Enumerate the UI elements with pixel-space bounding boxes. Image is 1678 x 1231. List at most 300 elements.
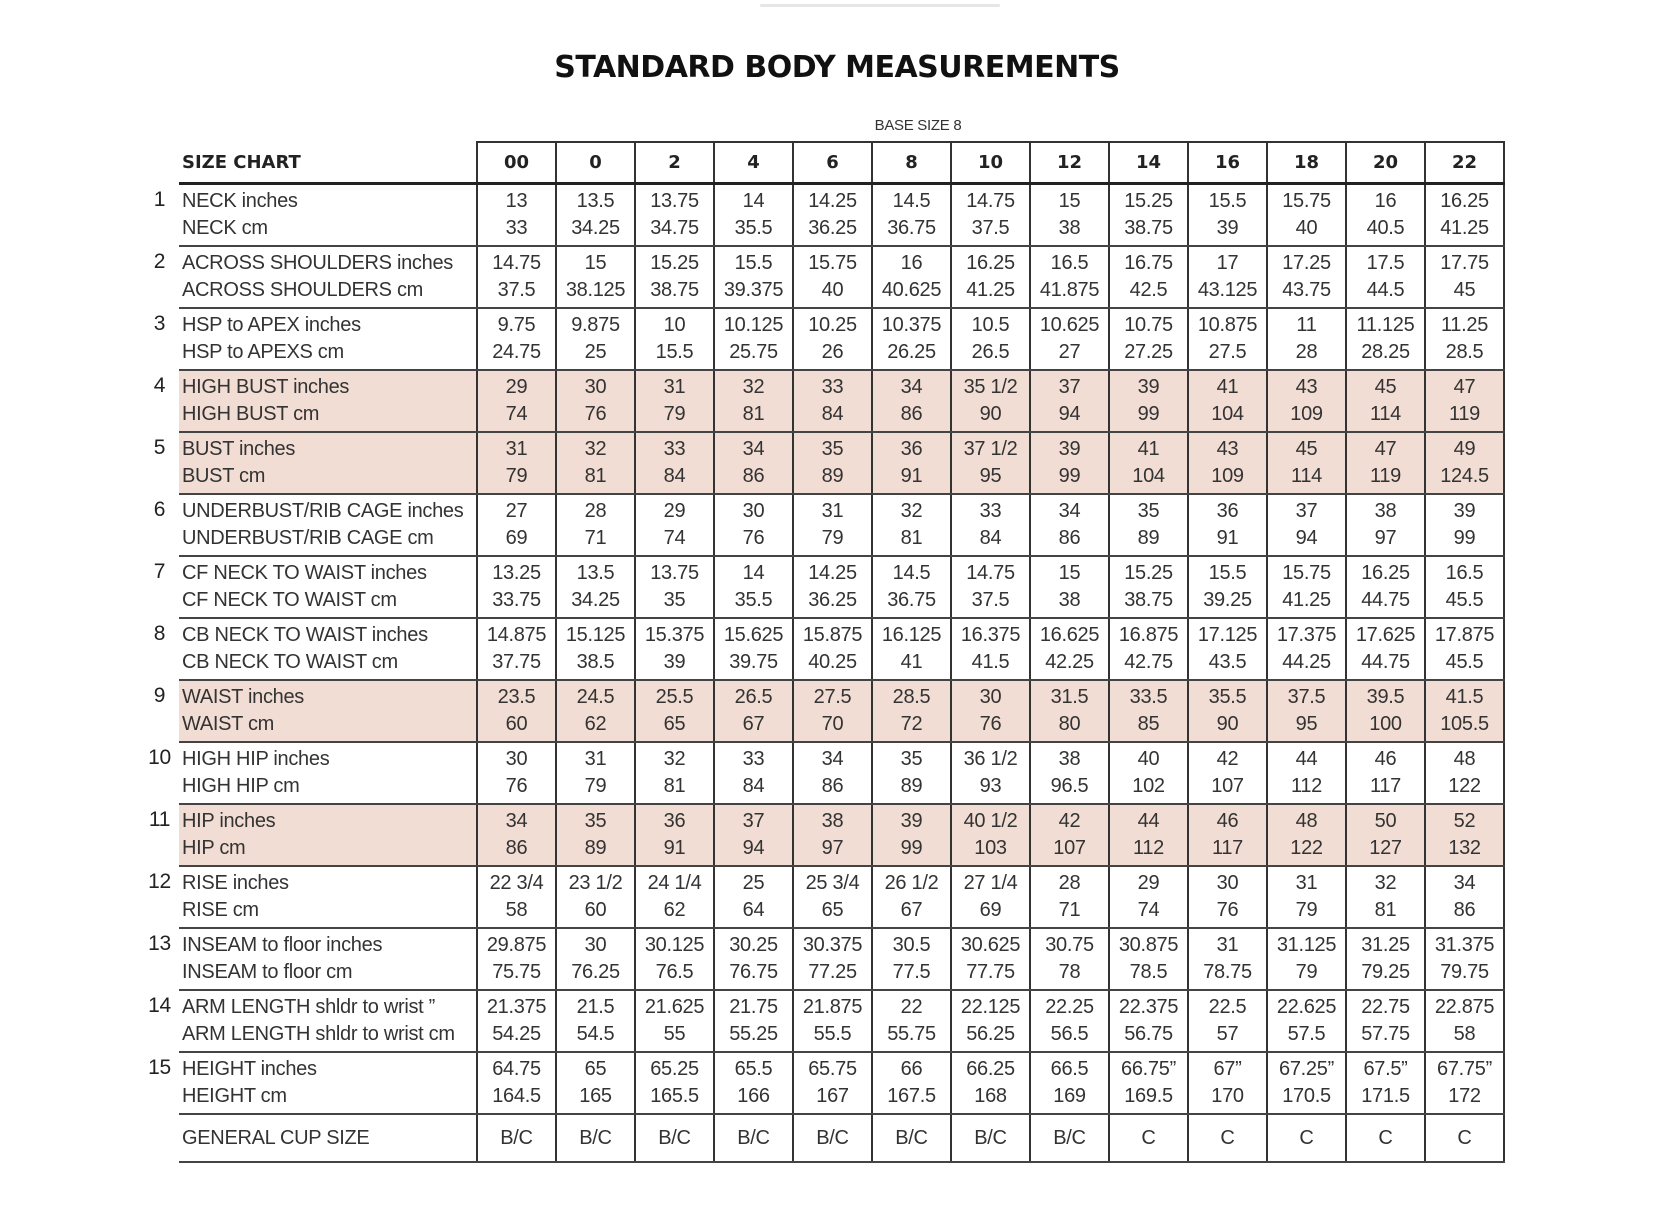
measurement-cell [477,556,556,618]
value-cm: 76.75 [729,961,778,983]
measurement-cell [951,742,1030,804]
value-inches: 13.5 [576,190,615,212]
row-number-empty [140,1114,179,1162]
value-cm: 41.25 [1282,589,1331,611]
value-inches: 36 [1216,500,1239,522]
value-cm: 93 [979,775,1002,797]
cup-size-cell: C [1425,1114,1504,1162]
size-column-header: 18 [1267,142,1346,184]
value-cm: 167 [816,1085,849,1107]
value-cm: 81 [584,465,607,487]
value-cm: 38.5 [576,651,615,673]
value-cm: 65 [821,899,844,921]
measurement-cell [635,804,714,866]
value-inches: 46 [1374,748,1397,770]
value-inches: 30.5 [892,934,931,956]
value-inches: 22.25 [1045,996,1094,1018]
measurement-cell [951,866,1030,928]
measurement-cell [951,804,1030,866]
value-inches: 66.5 [1050,1058,1089,1080]
value-cm: 45.5 [1445,589,1484,611]
measurement-row [140,494,1504,556]
value-inches: 44 [1137,810,1160,832]
value-cm: 71 [584,527,607,549]
measurement-cell [1346,370,1425,432]
measurement-cell [1267,308,1346,370]
measurement-row [140,184,1504,247]
value-cm: 76.25 [571,961,620,983]
measurement-cell [1425,308,1504,370]
value-inches: 14.75 [966,562,1015,584]
measurement-cell [1109,556,1188,618]
size-column-header: 16 [1188,142,1267,184]
measurement-cell [1267,1052,1346,1114]
cup-size-cell: C [1346,1114,1425,1162]
measurement-cell [793,370,872,432]
value-cm: 89 [900,775,923,797]
value-cm: 26.25 [887,341,936,363]
value-cm: 76 [505,775,528,797]
value-cm: 41 [900,651,923,673]
value-cm: 43.75 [1282,279,1331,301]
measurement-cell [951,1052,1030,1114]
value-cm: 81 [900,527,923,549]
value-cm: 41.25 [966,279,1015,301]
measurement-cell [1109,246,1188,308]
value-cm: 64 [742,899,765,921]
measurement-cell [1425,370,1504,432]
measurement-cell [951,308,1030,370]
label-inches: HIGH HIP inches [182,748,330,770]
value-cm: 109 [1211,465,1244,487]
value-inches: 25 3/4 [805,872,860,894]
measurement-cell [714,432,793,494]
value-cm: 39 [663,651,686,673]
value-inches: 16.625 [1039,624,1100,646]
measurement-cell [793,1052,872,1114]
value-cm: 127 [1369,837,1402,859]
value-inches: 65.25 [650,1058,699,1080]
value-inches: 22 [900,996,923,1018]
value-inches: 15.75 [1282,190,1331,212]
value-cm: 57.5 [1287,1023,1326,1045]
measurement-cell [477,184,556,247]
value-inches: 17.375 [1276,624,1337,646]
measurement-cell [793,990,872,1052]
value-inches: 64.75 [492,1058,541,1080]
value-cm: 44.5 [1366,279,1405,301]
measurement-cell [635,432,714,494]
value-inches: 13.75 [650,562,699,584]
value-inches: 17.125 [1197,624,1258,646]
value-cm: 89 [821,465,844,487]
value-cm: 102 [1132,775,1165,797]
measurement-cell [872,370,951,432]
value-inches: 66 [900,1058,923,1080]
value-inches: 30.75 [1045,934,1094,956]
measurement-cell [635,184,714,247]
value-cm: 112 [1291,775,1322,797]
value-cm: 112 [1133,837,1164,859]
cup-size-cell: B/C [556,1114,635,1162]
measurement-cell [1188,432,1267,494]
value-cm: 100 [1369,713,1402,735]
value-inches: 23.5 [497,686,536,708]
value-inches: 15.75 [1282,562,1331,584]
cup-size-cell: B/C [635,1114,714,1162]
value-inches: 16.25 [966,252,1015,274]
value-inches: 34 [821,748,844,770]
value-cm: 76 [584,403,607,425]
value-inches: 16.375 [960,624,1021,646]
value-cm: 43.125 [1197,279,1258,301]
value-inches: 31 [1295,872,1318,894]
value-inches: 52 [1453,810,1476,832]
measurement-cell [477,1052,556,1114]
value-inches: 65 [584,1058,607,1080]
value-cm: 40 [1295,217,1318,239]
value-inches: 67” [1213,1058,1242,1080]
value-inches: 39 [1137,376,1160,398]
value-inches: 29 [663,500,686,522]
label-inches: WAIST inches [182,686,304,708]
value-inches: 31.25 [1361,934,1410,956]
value-cm: 35.5 [734,217,773,239]
value-inches: 65.75 [808,1058,857,1080]
value-cm: 164.5 [492,1085,541,1107]
value-inches: 17.625 [1355,624,1416,646]
size-column-header: 22 [1425,142,1504,184]
measurement-cell [477,494,556,556]
value-cm: 79.75 [1440,961,1489,983]
value-cm: 79.25 [1361,961,1410,983]
measurement-cell [714,370,793,432]
value-cm: 95 [979,465,1002,487]
value-cm: 58 [505,899,528,921]
value-cm: 35 [663,589,686,611]
value-inches: 25 [742,872,765,894]
value-inches: 16.5 [1050,252,1089,274]
label-inches: BUST inches [182,438,296,460]
value-inches: 66.25 [966,1058,1015,1080]
measurement-cell [635,680,714,742]
value-inches: 34 [900,376,923,398]
measurement-cell [951,618,1030,680]
value-inches: 37.5 [1287,686,1326,708]
value-cm: 70 [821,713,844,735]
measurement-cell [1425,742,1504,804]
value-inches: 15.375 [644,624,705,646]
value-cm: 38.75 [1124,589,1173,611]
value-cm: 76 [1216,899,1239,921]
cup-size-row [140,1114,1504,1162]
value-cm: 55 [663,1023,686,1045]
measurement-cell [1267,680,1346,742]
row-number: 3 [153,312,166,335]
measurement-cell [1188,866,1267,928]
value-cm: 172 [1448,1085,1481,1107]
value-cm: 40.25 [808,651,857,673]
value-cm: 45.5 [1445,651,1484,673]
value-cm: 62 [663,899,686,921]
value-cm: 34.75 [650,217,699,239]
value-inches: 30.625 [960,934,1021,956]
measurement-row [140,866,1504,928]
value-cm: 38 [1058,217,1081,239]
value-cm: 37.5 [971,217,1010,239]
measurement-cell [793,680,872,742]
value-inches: 15.25 [650,252,699,274]
measurement-cell [1346,680,1425,742]
measurement-cell [477,246,556,308]
measurement-cell [872,866,951,928]
row-number: 15 [148,1056,171,1079]
measurement-label [179,928,477,990]
value-cm: 58 [1453,1023,1476,1045]
label-cm: RISE cm [182,899,259,921]
measurement-cell [1425,184,1504,247]
value-cm: 97 [821,837,844,859]
value-cm: 117 [1212,837,1243,859]
value-cm: 78.75 [1203,961,1252,983]
measurement-cell [793,494,872,556]
measurement-cell [1346,618,1425,680]
value-inches: 30.375 [802,934,863,956]
value-inches: 17.75 [1440,252,1489,274]
measurement-cell [1109,742,1188,804]
value-inches: 33 [821,376,844,398]
measurement-cell [1267,928,1346,990]
value-cm: 94 [1295,527,1318,549]
row-number: 14 [148,994,171,1017]
value-cm: 67 [742,713,765,735]
measurement-row [140,370,1504,432]
value-cm: 90 [979,403,1002,425]
value-inches: 11.125 [1356,314,1415,336]
value-inches: 10 [663,314,686,336]
label-cm: INSEAM to floor cm [182,961,353,983]
value-cm: 28.25 [1361,341,1410,363]
header-corner [140,142,179,184]
value-cm: 91 [1216,527,1239,549]
value-cm: 74 [1137,899,1160,921]
measurement-cell [1188,1052,1267,1114]
measurement-cell [635,928,714,990]
measurement-cell [477,618,556,680]
value-cm: 60 [584,899,607,921]
value-inches: 15.5 [1208,562,1247,584]
value-cm: 86 [900,403,923,425]
value-cm: 25 [584,341,607,363]
measurement-cell [635,246,714,308]
value-cm: 94 [1058,403,1081,425]
measurement-cell [872,1052,951,1114]
row-number: 10 [148,746,171,769]
value-inches: 29 [505,376,528,398]
measurement-cell [477,370,556,432]
measurement-cell [556,680,635,742]
row-number: 12 [148,870,171,893]
measurement-cell [714,308,793,370]
measurement-cell [951,990,1030,1052]
row-number: 8 [153,622,166,645]
value-inches: 37 [1295,500,1318,522]
value-inches: 32 [1374,872,1397,894]
measurement-cell [477,432,556,494]
value-cm: 89 [584,837,607,859]
value-cm: 91 [900,465,923,487]
value-inches: 48 [1295,810,1318,832]
value-inches: 31.5 [1050,686,1089,708]
measurement-cell [1109,308,1188,370]
measurement-cell [1109,990,1188,1052]
value-cm: 35.5 [734,589,773,611]
measurement-cell [635,494,714,556]
size-column-header: 10 [951,142,1030,184]
value-cm: 86 [505,837,528,859]
value-inches: 26.5 [734,686,773,708]
label-cm: CF NECK TO WAIST cm [182,589,397,611]
measurement-cell [477,742,556,804]
value-cm: 122 [1448,775,1481,797]
value-cm: 166 [737,1085,770,1107]
value-inches: 14.875 [486,624,547,646]
value-cm: 122 [1290,837,1323,859]
value-inches: 35.5 [1208,686,1247,708]
measurement-row [140,556,1504,618]
value-cm: 67 [900,899,923,921]
value-inches: 38 [1058,748,1081,770]
value-cm: 55.5 [813,1023,852,1045]
value-inches: 14.25 [808,190,857,212]
measurement-cell [1267,494,1346,556]
value-inches: 13.75 [650,190,699,212]
value-inches: 34 [505,810,528,832]
measurement-cell [1030,742,1109,804]
value-inches: 34 [1453,872,1476,894]
value-inches: 45 [1374,376,1397,398]
value-inches: 15.75 [808,252,857,274]
label-inches: UNDERBUST/RIB CAGE inches [182,500,464,522]
value-cm: 71 [1058,899,1081,921]
value-cm: 169 [1053,1085,1086,1107]
measurement-cell [1188,308,1267,370]
measurement-cell [951,184,1030,247]
value-inches: 24 1/4 [647,872,702,894]
value-inches: 28 [584,500,607,522]
label-cm: CB NECK TO WAIST cm [182,651,398,673]
value-cm: 62 [584,713,607,735]
measurement-cell [1346,804,1425,866]
value-inches: 16.25 [1440,190,1489,212]
value-inches: 10.125 [723,314,784,336]
value-cm: 76 [979,713,1002,735]
value-inches: 10.375 [881,314,942,336]
value-inches: 17.5 [1366,252,1405,274]
label-inches: INSEAM to floor inches [182,934,383,956]
value-inches: 32 [584,438,607,460]
measurement-row [140,928,1504,990]
value-inches: 38 [1374,500,1397,522]
measurement-cell [1267,432,1346,494]
value-cm: 94 [742,837,765,859]
value-cm: 69 [979,899,1002,921]
value-inches: 26 1/2 [884,872,939,894]
measurement-cell [872,804,951,866]
value-inches: 15 [1058,562,1081,584]
value-cm: 36.25 [808,217,857,239]
measurement-cell [1188,556,1267,618]
value-cm: 27.25 [1124,341,1173,363]
measurement-cell [556,928,635,990]
measurement-cell [1030,866,1109,928]
cup-size-label: GENERAL CUP SIZE [179,1114,477,1162]
cup-size-cell: B/C [477,1114,556,1162]
value-cm: 76.5 [655,961,694,983]
label-inches: CF NECK TO WAIST inches [182,562,427,584]
value-cm: 78 [1058,961,1081,983]
measurement-cell [1109,184,1188,247]
value-inches: 15 [584,252,607,274]
value-inches: 30 [979,686,1002,708]
value-cm: 57 [1216,1023,1239,1045]
value-inches: 27.5 [813,686,852,708]
value-inches: 27 [505,500,528,522]
measurement-cell [714,618,793,680]
value-inches: 15.875 [802,624,863,646]
measurement-cell [1109,866,1188,928]
label-cm: WAIST cm [182,713,275,735]
measurement-cell [556,866,635,928]
measurement-cell [793,308,872,370]
measurement-row [140,618,1504,680]
value-inches: 23 1/2 [568,872,623,894]
measurement-cell [556,742,635,804]
measurement-cell [793,246,872,308]
value-inches: 67.5” [1363,1058,1408,1080]
measurement-cell [1188,990,1267,1052]
value-inches: 39 [900,810,923,832]
measurement-cell [793,432,872,494]
measurement-cell [872,432,951,494]
value-inches: 28 [1058,872,1081,894]
measurement-label [179,990,477,1052]
value-cm: 28 [1295,341,1318,363]
value-inches: 17 [1216,252,1239,274]
value-inches: 16.75 [1124,252,1173,274]
value-inches: 31.375 [1434,934,1495,956]
value-inches: 13.5 [576,562,615,584]
label-cm: HIGH HIP cm [182,775,300,797]
value-cm: 55.25 [729,1023,778,1045]
value-inches: 40 1/2 [963,810,1018,832]
value-inches: 35 [900,748,923,770]
measurement-cell [635,370,714,432]
value-inches: 21.75 [729,996,778,1018]
value-cm: 39 [1216,217,1239,239]
value-cm: 38 [1058,589,1081,611]
value-inches: 37 1/2 [963,438,1018,460]
value-cm: 27.5 [1208,341,1247,363]
row-number: 6 [153,498,166,521]
measurement-cell [1267,618,1346,680]
cup-size-cell: B/C [714,1114,793,1162]
measurement-cell [872,618,951,680]
measurement-row [140,742,1504,804]
measurement-cell [477,308,556,370]
value-cm: 44.75 [1361,651,1410,673]
value-cm: 85 [1137,713,1160,735]
